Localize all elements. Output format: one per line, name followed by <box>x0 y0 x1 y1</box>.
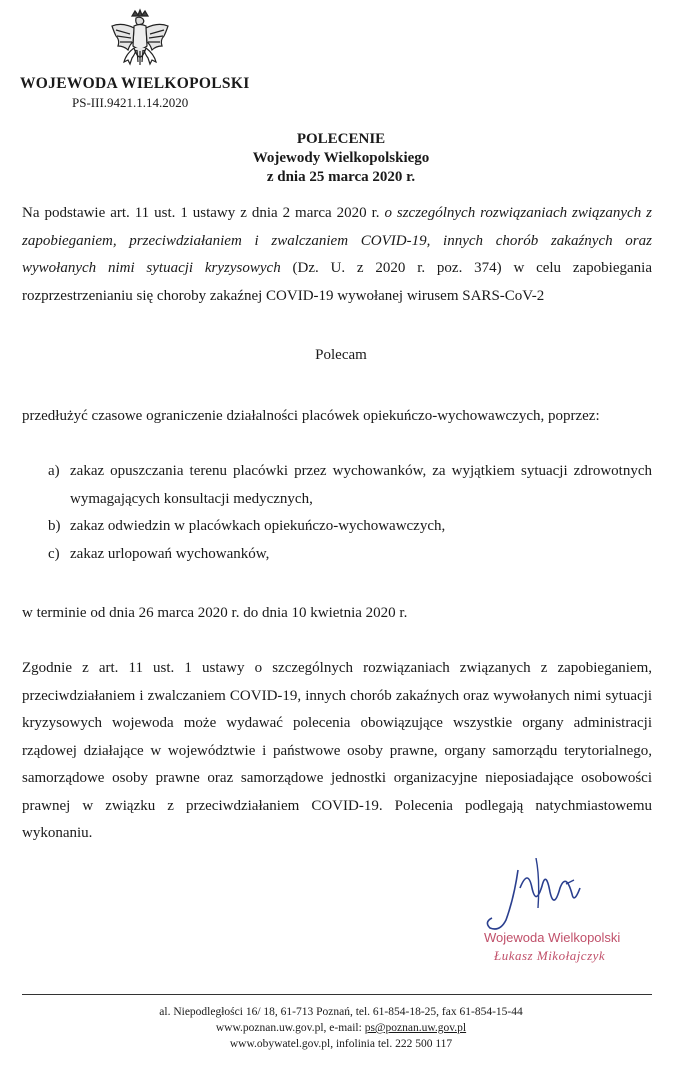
signature-stamp-title: Wojewoda Wielkopolski <box>484 930 621 945</box>
list-item-text: zakaz urlopowań wychowanków, <box>70 545 270 562</box>
list-item <box>22 541 652 569</box>
footer-website: www.poznan.uw.gov.pl, e-mail: <box>215 1022 365 1034</box>
command-word: Polecam <box>315 347 367 363</box>
legal-basis-paragraph: Zgodnie z art. 11 ust. 1 ustawy o szczególnych rozwiązaniach związanych z zapobieganiem, przeciwdziałaniem i zwalczaniem COVID-19, innych chorób zakaźnych oraz wywołanych nimi sytuacji kryzysowych wojewoda może wydawać polecenia obowiązujące wszystkie organy administracji rządowej działające w województwie i państwowe osoby prawne, organy samorządu terytorialnego, samorządowe osoby prawne oraz samorządowe jednostki organizacyjne nieposiadające osobowości prawnej w związku z przeciwdziałaniem COVID-19. Polecenia podlegają natychmiastowemu wykonaniu. <box>22 660 652 841</box>
footer-web-email <box>0 1020 682 1036</box>
intro-act-title: o szczególnych rozwiązaniach związanych z zapobieganiem, przeciwdziałaniem i zwalczaniem COVID-19, innych chorób zakaźnych oraz wywołanych nimi sytuacji kryzysowych <box>22 205 652 276</box>
list-item-letter: a) <box>48 463 60 479</box>
footer <box>0 1004 682 1052</box>
footer-hotline: www.obywatel.gov.pl, infolinia tel. 222 500 117 <box>229 1038 453 1050</box>
term-paragraph: w terminie od dnia 26 marca 2020 r. do dnia 10 kwietnia 2020 r. <box>22 605 408 621</box>
signature-stamp-name: Łukasz Mikołajczyk <box>494 948 606 963</box>
intro-text-end: (Dz. U. z 2020 r. poz. 374) w celu zapobiegania rozprzestrzenianiu się choroby zakaźnej COVID-19 wywołanej wirusem SARS-CoV-2 <box>22 260 652 304</box>
office-name: WOJEWODA WIELKOPOLSKI <box>20 75 250 92</box>
title-line-1: POLECENIE <box>296 131 386 147</box>
list-item-text: zakaz opuszczania terenu placówki przez wychowanków, za wyjątkiem sytuacji zdrowotnych wymagających konsultacji medycznych, <box>70 463 652 507</box>
restrictions-list <box>22 458 652 568</box>
order-intro: przedłużyć czasowe ograniczenie działalności placówek opiekuńczo-wychowawczych, poprzez: <box>22 408 600 424</box>
intro-paragraph <box>22 200 652 310</box>
footer-address: al. Niepodległości 16/ 18, 61-713 Poznań, tel. 61-854-18-25, fax 61-854-15-44 <box>159 1006 523 1018</box>
intro-text-start: Na podstawie art. 11 ust. 1 ustawy z dnia 2 marca 2020 r. <box>22 205 385 221</box>
list-item-letter: b) <box>48 518 61 534</box>
footer-divider <box>22 994 652 995</box>
title-line-3: z dnia 25 marca 2020 r. <box>266 169 416 185</box>
list-item <box>22 458 652 513</box>
reference-number: PS-III.9421.1.14.2020 <box>72 95 189 110</box>
list-item <box>22 513 652 541</box>
document-title <box>0 130 682 187</box>
footer-email-link[interactable]: ps@poznan.uw.gov.pl <box>364 1022 467 1034</box>
list-item-letter: c) <box>48 545 60 562</box>
list-item-text: zakaz odwiedzin w placówkach opiekuńczo-wychowawczych, <box>70 518 446 534</box>
eagle-emblem-icon <box>108 8 172 76</box>
title-line-2: Wojewody Wielkopolskiego <box>252 150 430 166</box>
